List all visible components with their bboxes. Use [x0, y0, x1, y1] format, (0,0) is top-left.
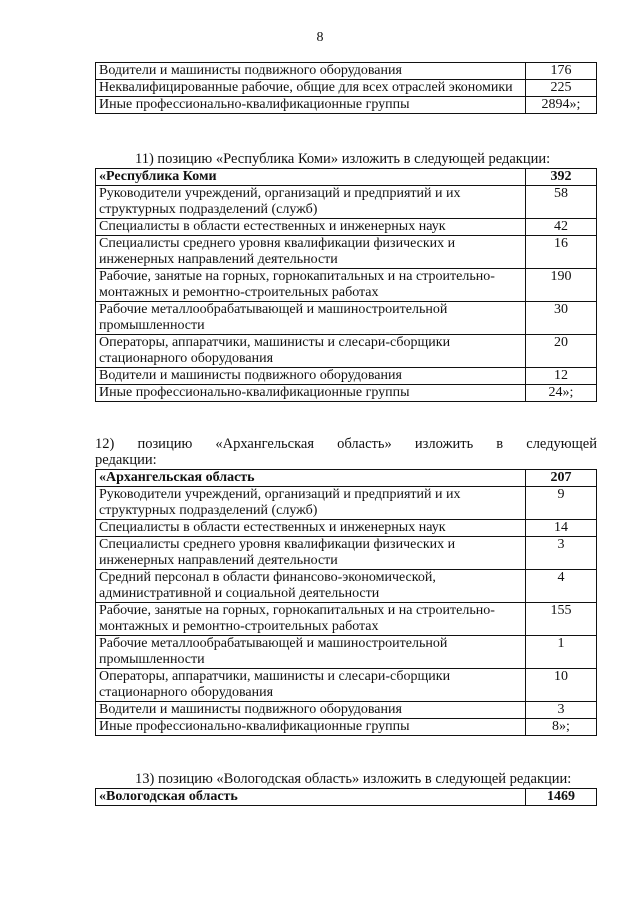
row-label: Руководители учреждений, организаций и предприятий и их структурных подразделений (служб) [96, 186, 526, 219]
row-value: 9 [526, 487, 597, 520]
row-label: Специалисты в области естественных и инженерных наук [96, 219, 526, 236]
row-value: 12 [526, 368, 597, 385]
row-value: 14 [526, 520, 597, 537]
table-row [96, 236, 597, 269]
table-row [96, 487, 597, 520]
row-value: 24»; [526, 385, 597, 402]
table-row [96, 80, 597, 97]
row-label: Иные профессионально-квалификационные группы [96, 97, 526, 114]
row-value: 58 [526, 186, 597, 219]
row-label: Водители и машинисты подвижного оборудования [96, 702, 526, 719]
row-label: Водители и машинисты подвижного оборудования [96, 368, 526, 385]
table-row [96, 636, 597, 669]
table-row [96, 335, 597, 368]
item11-intro: 11) позицию «Республика Коми» изложить в следующей редакции: [135, 151, 551, 167]
row-value: 8»; [526, 719, 597, 736]
row-value: 42 [526, 219, 597, 236]
table-header-row [96, 470, 597, 487]
row-label: Рабочие металлообрабатывающей и машиностроительной промышленности [96, 302, 526, 335]
row-label: Иные профессионально-квалификационные группы [96, 719, 526, 736]
table-row [96, 669, 597, 702]
row-label: Водители и машинисты подвижного оборудования [96, 63, 526, 80]
row-label: Рабочие, занятые на горных, горнокапитальных и на строительно-монтажных и ремонтно-строительных работах [96, 269, 526, 302]
table-row [96, 302, 597, 335]
row-value: 225 [526, 80, 597, 97]
row-label: Операторы, аппаратчики, машинисты и слесари-сборщики стационарного оборудования [96, 669, 526, 702]
row-value: 176 [526, 63, 597, 80]
row-label: Средний персонал в области финансово-экономической, административной и социальной деятельности [96, 570, 526, 603]
row-label: Руководители учреждений, организаций и предприятий и их структурных подразделений (служб) [96, 487, 526, 520]
row-label: Операторы, аппаратчики, машинисты и слесари-сборщики стационарного оборудования [96, 335, 526, 368]
region-total: 1469 [526, 789, 597, 806]
region-name: «Архангельская область [96, 470, 526, 487]
row-label: Специалисты в области естественных и инженерных наук [96, 520, 526, 537]
region-total: 207 [526, 470, 597, 487]
table-vologda [95, 788, 597, 806]
row-value: 1 [526, 636, 597, 669]
region-name: «Республика Коми [96, 169, 526, 186]
row-label: Рабочие металлообрабатывающей и машиностроительной промышленности [96, 636, 526, 669]
row-value: 2894»; [526, 97, 597, 114]
row-value: 4 [526, 570, 597, 603]
item12-intro-line1: 12) позицию «Архангельская область» изложить в следующей [95, 436, 597, 452]
row-label: Рабочие, занятые на горных, горнокапитальных и на строительно-монтажных и ремонтно-строительных работах [96, 603, 526, 636]
row-value: 10 [526, 669, 597, 702]
item13-intro: 13) позицию «Вологодская область» изложить в следующей редакции: [135, 771, 572, 787]
table-row [96, 570, 597, 603]
row-value: 20 [526, 335, 597, 368]
row-value: 3 [526, 702, 597, 719]
row-label: Специалисты среднего уровня квалификации физических и инженерных направлений деятельности [96, 537, 526, 570]
table-row [96, 385, 597, 402]
row-label: Иные профессионально-квалификационные группы [96, 385, 526, 402]
table-header-row [96, 789, 597, 806]
row-value: 190 [526, 269, 597, 302]
row-value: 3 [526, 537, 597, 570]
table-row [96, 63, 597, 80]
row-value: 30 [526, 302, 597, 335]
table-row [96, 186, 597, 219]
row-value: 16 [526, 236, 597, 269]
table-continued [95, 62, 597, 114]
table-row [96, 702, 597, 719]
page-number: 8 [316, 30, 324, 45]
region-total: 392 [526, 169, 597, 186]
row-label: Специалисты среднего уровня квалификации физических и инженерных направлений деятельности [96, 236, 526, 269]
table-arkhangelsk [95, 469, 597, 736]
table-row [96, 219, 597, 236]
table-row [96, 368, 597, 385]
table-row [96, 719, 597, 736]
row-value: 155 [526, 603, 597, 636]
table-row [96, 97, 597, 114]
item12-intro-line2: редакции: [95, 452, 157, 468]
table-row [96, 269, 597, 302]
region-name: «Вологодская область [96, 789, 526, 806]
table-komi [95, 168, 597, 402]
table-row [96, 520, 597, 537]
row-label: Неквалифицированные рабочие, общие для всех отраслей экономики [96, 80, 526, 97]
table-row [96, 603, 597, 636]
table-header-row [96, 169, 597, 186]
table-row [96, 537, 597, 570]
